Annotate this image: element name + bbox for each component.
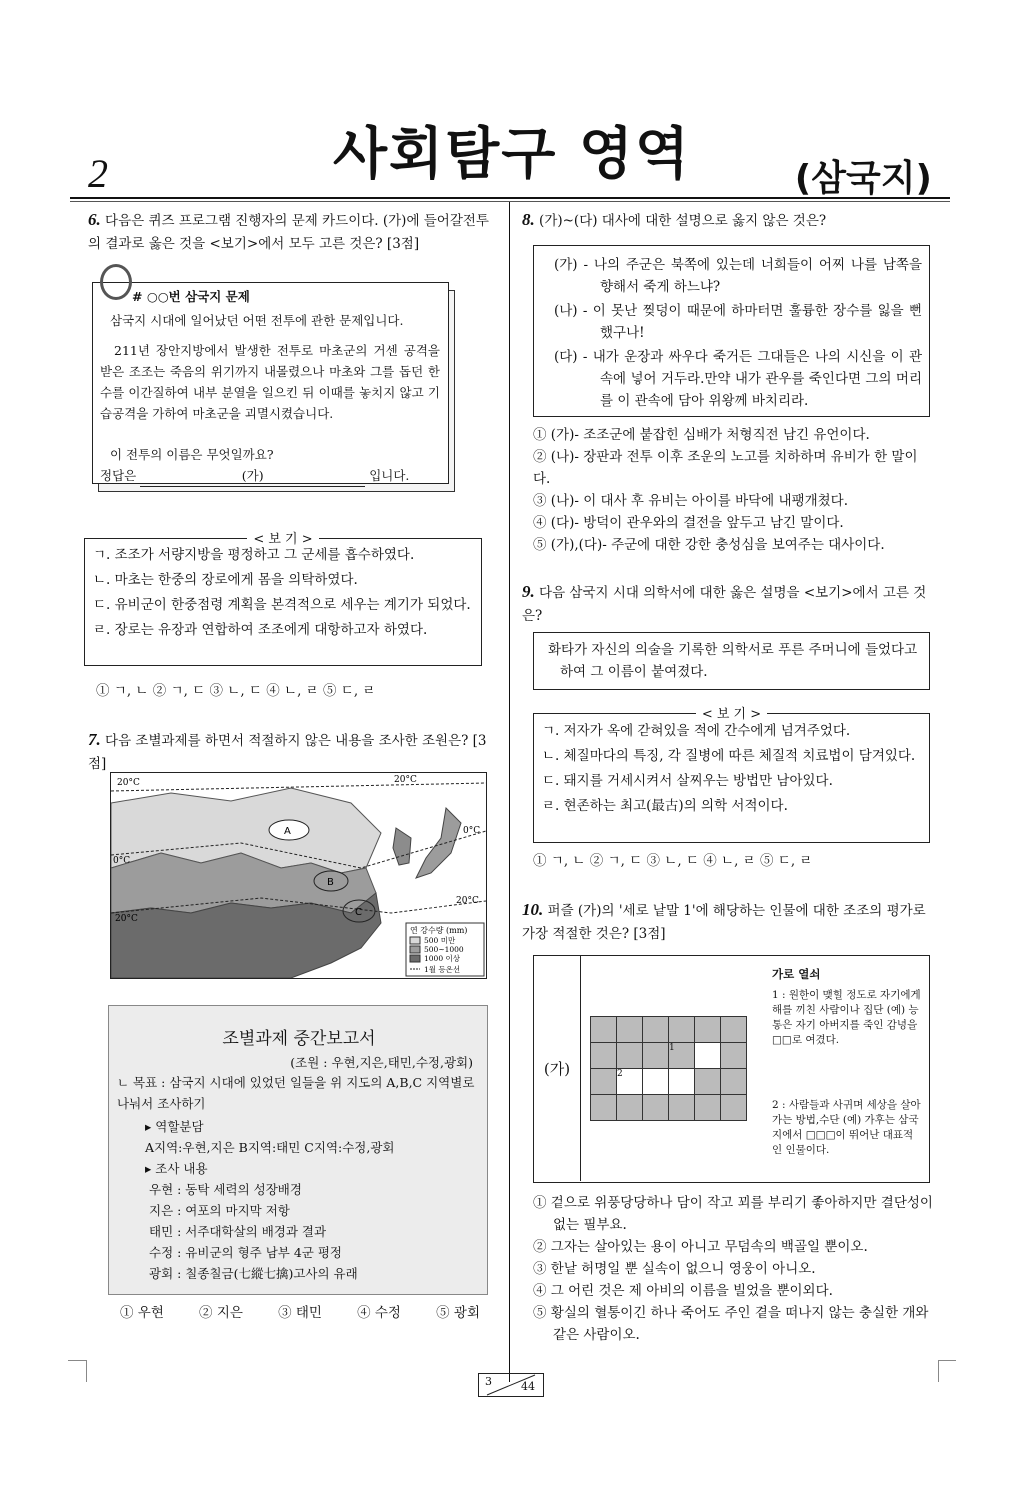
region-label: C [355, 907, 362, 918]
legend-swatch [410, 955, 420, 962]
column-divider [509, 202, 510, 1382]
q8-quote: (다) - 내가 운장과 싸우다 죽거든 그대들은 나의 시신을 이 관 속에 넣어 거두라.만약 내가 관우를 죽인다면 그의 머리를 이 관속에 담아 위왕께 바치리라. [554, 349, 922, 409]
legend-title: 연 강수량 (mm) [410, 926, 468, 935]
q8-choice: ① (가)- 조조군에 붙잡힌 심배가 처형직전 남긴 유언이다. [533, 427, 870, 443]
content-head: ▸ 조사 내용 [145, 1161, 208, 1176]
q7-stem [88, 728, 498, 776]
q9-bogi-item: ㄹ. 현존하는 최고(最古)의 의학 서적이다. [542, 798, 788, 814]
grid-num: 1 [669, 1043, 695, 1069]
q7-choice: ① 우현 [120, 1305, 164, 1321]
japan-shape [416, 808, 461, 878]
q8-quote: (가) - 나의 주군은 북쪽에 있는데 너희들이 어찌 나를 남쪽을 향해서 죽게 하느냐? [554, 257, 922, 295]
q6-bogi-list [93, 544, 473, 641]
q6-quiz-card [92, 282, 457, 492]
q10-choice: ⑤ 황실의 혈통이긴 하나 죽어도 주인 곁을 떠나지 않는 충실한 개와 같은 사람이오. [533, 1305, 929, 1343]
answer-blank: (가) [140, 465, 365, 487]
q9-desc: 화타가 자신의 의술을 기록한 의학서로 푸른 주머니에 들었다고 하여 그 이름이 붙여졌다. [548, 642, 918, 680]
legend-item: 1000 이상 [424, 954, 460, 963]
card-intro: 삼국지 시대에 일어났던 어떤 전투에 관한 문제입니다. [110, 313, 404, 328]
page-total: 44 [521, 1380, 535, 1393]
isotherm-label: 0°C [113, 856, 131, 866]
q9-bogi-item: ㄷ. 돼지를 거세시켜서 살찌우는 방법만 남아있다. [542, 773, 833, 789]
region-label: B [327, 877, 334, 888]
q8-choice: ③ (나)- 이 대사 후 유비는 아이를 바닥에 내팽개쳤다. [533, 493, 848, 509]
q10-choice: ② 그자는 살아있는 용이 아니고 무덤속의 백골일 뿐이오. [533, 1239, 868, 1255]
answer-suffix: 입니다. [369, 468, 410, 483]
corner-mark [938, 1360, 940, 1382]
q6-bogi-item: ㄴ. 마초는 한중의 장로에게 몸을 의탁하였다. [93, 572, 358, 588]
q8-number: 8. [522, 210, 535, 229]
q10-choice: ① 겉으로 위풍당당하나 담이 작고 꾀를 부리기 좋아하지만 결단성이 없는 필부요. [533, 1195, 933, 1233]
answer-prefix: 정답은 [100, 468, 137, 483]
q6-choices: ① ㄱ, ㄴ ② ㄱ, ㄷ ③ ㄴ, ㄷ ④ ㄴ, ㄹ ⑤ ㄷ, ㄹ [96, 683, 376, 699]
corner-mark [86, 1360, 88, 1382]
q8-quote-box [533, 245, 930, 417]
page-title: 사회탐구 영역 [332, 122, 692, 187]
q9-desc-box [533, 632, 930, 690]
clue-1: 1 : 원한이 맺힐 정도로 자기에게 해를 끼친 사람이나 집단 (예) 능통은 자기 아버지를 죽인 감녕을 □□로 여겼다. [772, 989, 921, 1046]
page-counter [478, 1373, 544, 1397]
q8-stem [522, 208, 932, 233]
clip-icon [100, 264, 132, 300]
q7-text: 다음 조별과제를 하면서 적절하지 않은 내용을 조사한 조원은? [3점] [88, 733, 487, 772]
clue-title: 가로 열쇠 [772, 967, 821, 981]
header-rule-thin [70, 201, 950, 202]
q6-bogi-title: < 보 기 > [247, 532, 318, 547]
q9-bogi-item: ㄴ. 체질마다의 특징, 각 질병에 따른 체질적 치료법이 담겨있다. [542, 748, 916, 764]
map-svg [111, 773, 486, 978]
q9-text: 다음 삼국지 시대 의학서에 대한 옳은 설명을 <보기>에서 고른 것은? [522, 585, 927, 624]
isotherm-label: 20°C [115, 914, 138, 924]
q9-number: 9. [522, 582, 535, 601]
q10-choice: ④ 그 어린 것은 제 아비의 이름을 빌었을 뿐이외다. [533, 1283, 833, 1299]
isotherm-label: 20°C [394, 775, 417, 785]
q6-bogi-item: ㄹ. 장로는 유장과 연합하여 조조에게 대항하고자 하였다. [93, 622, 428, 638]
q10-choices [533, 1192, 933, 1346]
q6-bogi-item: ㄱ. 조조가 서량지방을 평정하고 그 군세를 흡수하였다. [93, 547, 415, 563]
report-item: 태민 : 서주대학살의 배경과 결과 [149, 1224, 327, 1239]
card-body: 211년 장안지방에서 발생한 전투로 마초군의 거센 공격을 받은 조조는 죽음의 위기까지 내몰렸으나 마초와 그를 돕던 한수를 이간질하여 내부 분열을 일으킨 뒤 이때를 놓치지 않고 기습공격을 가하여 마초군을 괴멸시켰습니다. [100, 343, 440, 421]
q8-choice: ⑤ (가),(다)- 주군에 대한 강한 충성심을 보여주는 대사이다. [533, 537, 885, 553]
card-answer-line [100, 465, 440, 487]
corner-mark [938, 1360, 956, 1379]
q6-stem [88, 208, 498, 256]
q6-bogi-item: ㄷ. 유비군이 한중점령 계획을 본격적으로 세우는 계기가 되었다. [93, 597, 471, 613]
q10-number: 10. [522, 900, 544, 919]
q7-number: 7. [88, 730, 101, 749]
legend-swatch [410, 946, 420, 953]
q8-choice: ④ (다)- 방덕이 관우와의 결전을 앞두고 남긴 말이다. [533, 515, 844, 531]
roles-head: ▸ 역할분담 [145, 1119, 204, 1134]
q9-bogi-box [533, 707, 930, 843]
crossword-grid [590, 1016, 747, 1121]
report-members: (조원 : 우현,지은,태민,수정,광회) [290, 1055, 473, 1070]
q9-bogi-title: < 보 기 > [696, 707, 767, 722]
report-item: 광회 : 칠종칠금(七縱七擒)고사의 유래 [149, 1266, 358, 1281]
isotherm-label: 20°C [117, 778, 140, 788]
q9-bogi-item: ㄱ. 저자가 옥에 갇혀있을 적에 간수에게 넘겨주었다. [542, 723, 851, 739]
q8-choices [533, 424, 933, 556]
q10-label: (가) [534, 956, 581, 1181]
q8-quote: (나) - 이 못난 찢덩이 때문에 하마터면 훌륭한 장수를 잃을 뻔 했구나! [554, 303, 922, 341]
isotherm-label: 20°C [456, 896, 479, 906]
grid-num: 2 [617, 1069, 643, 1095]
report-item: 우현 : 동탁 세력의 성장배경 [149, 1182, 302, 1197]
report-item: 수정 : 유비군의 형주 남부 4군 평정 [149, 1245, 342, 1260]
isotherm-label: 0°C [463, 826, 481, 836]
q7-report-paper [108, 1005, 488, 1295]
q8-text: (가)~(다) 대사에 대한 설명으로 옳지 않은 것은? [539, 213, 827, 229]
report-title: 조별과제 중간보고서 [222, 1029, 376, 1049]
page-subtitle: (삼국지) [794, 158, 932, 199]
page-number: 2 [88, 151, 108, 196]
report-goal: ㄴ 목표 : 삼국지 시대에 있었던 일들을 위 지도의 A,B,C 지역별로 나눠서 조사하기 [117, 1075, 475, 1111]
card-question: 이 전투의 이름은 무엇일까요? [110, 447, 274, 462]
q8-choice: ② (나)- 장판과 전투 이후 조운의 노고를 치하하며 유비가 한 말이다. [533, 449, 918, 487]
corner-mark [68, 1360, 86, 1379]
region-label: A [284, 826, 291, 837]
q7-choice: ⑤ 광회 [436, 1305, 480, 1321]
q7-choices [120, 1302, 480, 1324]
korea-shape [393, 828, 411, 865]
q10-stem [522, 898, 934, 946]
legend-swatch [410, 937, 420, 944]
q8-quotes [554, 254, 922, 412]
header-rule [70, 197, 950, 199]
q7-choice: ② 지은 [199, 1305, 243, 1321]
q7-map [110, 772, 487, 979]
legend-item: 500 미만 [424, 936, 456, 945]
roles-text: A지역:우현,지은 B지역:태민 C지역:수정,광회 [145, 1140, 395, 1155]
report-item: 지은 : 여포의 마지막 저항 [149, 1203, 290, 1218]
q6-text: 다음은 퀴즈 프로그램 진행자의 문제 카드이다. (가)에 들어갈전투의 결과로 옳은 것을 <보기>에서 모두 고른 것은? [3점] [88, 213, 489, 252]
q7-choice: ④ 수정 [357, 1305, 401, 1321]
legend-item: 1월 등온선 [424, 965, 461, 974]
q9-bogi-list [542, 720, 922, 817]
q6-number: 6. [88, 210, 101, 229]
q9-stem [522, 580, 932, 628]
clue-2: 2 : 사람들과 사귀며 세상을 살아가는 방법,수단 (예) 가후는 삼국지에서 □□□이 뛰어난 대표적인 인물이다. [772, 1099, 921, 1156]
q10-text: 퍼즐 (가)의 '세로 낱말 1'에 해당하는 인물에 대한 조조의 평가로 가장 적절한 것은? [3점] [522, 903, 926, 942]
q7-choice: ③ 태민 [278, 1305, 322, 1321]
page-current: 3 [485, 1375, 492, 1388]
q10-choice: ③ 한낱 허명일 뿐 실속이 없으니 영웅이 아니오. [533, 1261, 816, 1277]
q9-choices: ① ㄱ, ㄴ ② ㄱ, ㄷ ③ ㄴ, ㄷ ④ ㄴ, ㄹ ⑤ ㄷ, ㄹ [533, 853, 813, 869]
q6-bogi-box [84, 532, 482, 666]
card-title: # ○○번 삼국지 문제 [132, 289, 250, 304]
q10-puzzle-box [533, 955, 930, 1183]
legend-item: 500~1000 [424, 945, 464, 954]
